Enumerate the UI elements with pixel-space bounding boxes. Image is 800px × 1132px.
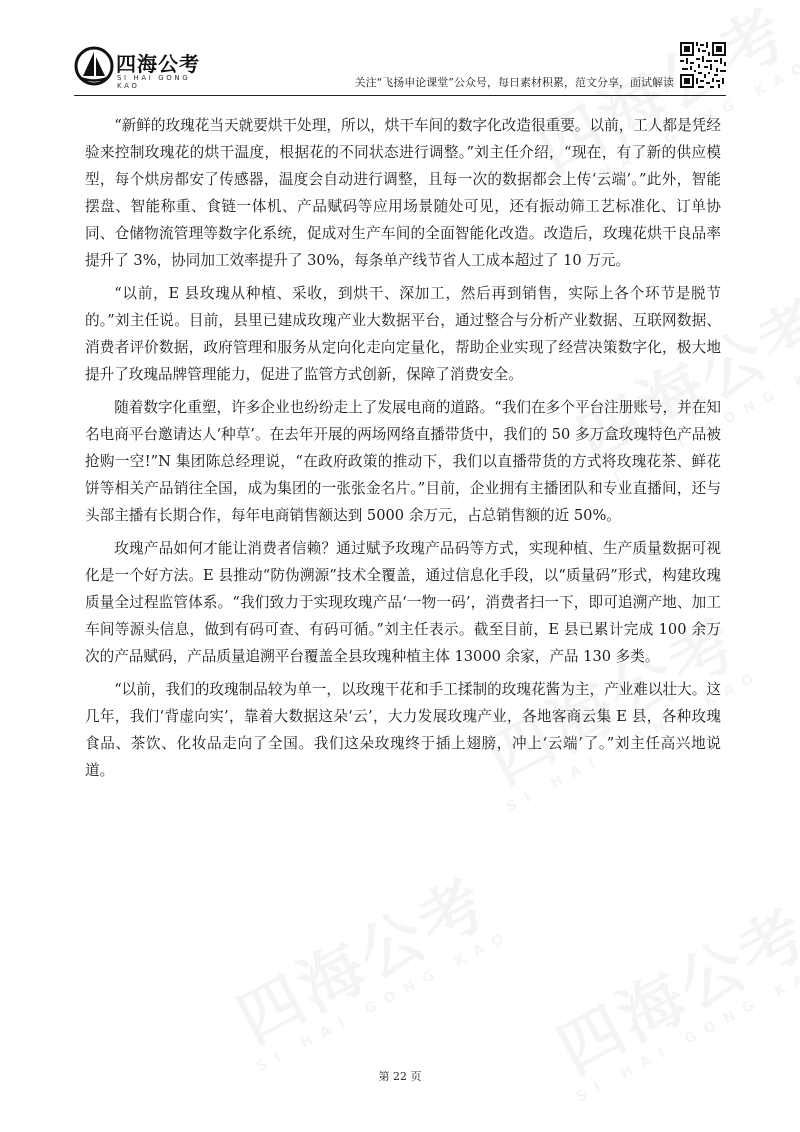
page-header	[74, 40, 726, 96]
logo-name: 四海公考	[116, 52, 200, 76]
page-number: 第 22 页	[378, 1070, 422, 1083]
logo	[74, 44, 209, 88]
qr-code-icon[interactable]	[680, 42, 726, 88]
paragraph: “新鲜的玫瑰花当天就要烘干处理，所以，烘干车间的数字化改造很重要。以前，工人都是凭经验来控制玫瑰花的烘干温度，根据花的不同状态进行调整。”刘主任介绍，“现在，有了新的供应模型，每个烘房都安了传感器，温度会自动进行调整，且每一次的数据都会上传‘云端’。”此外，智能摆盘、智能称重、食链一体机、产品赋码等应用场景随处可见，还有振动筛工艺标准化、订单协同、仓储物流管理等数字化系统，促成对生产车间的全面智能化改造。改造后，玫瑰花烘干良品率提升了 3%，协同加工效率提升了 30%，每条单产线节省人工成本超过了 10 万元。	[85, 117, 721, 269]
article-body	[85, 112, 721, 790]
watermark-text	[212, 849, 509, 1065]
paragraph: 玫瑰产品如何才能让消费者信赖？通过赋予玫瑰产品码等方式，实现种植、生产质量数据可视化是一个好方法。E 县推动“防伪溯源”技术全覆盖，通过信息化手段，以“质量码”形式，构建玫瑰质量全过程监管体系。“我们致力于实现玫瑰产品‘一物一码’，消费者扫一下，即可追溯产地、加工车间等源头信息，做到有码可查、有码可循。”刘主任表示。截至目前，E 县已累计完成 100 余万次的产品赋码，产品质量追溯平台覆盖全县玫瑰种植主体 13000 余家，产品 130 多类。	[85, 540, 721, 665]
logo-pinyin: SI HAI GONG KAO	[117, 74, 191, 90]
sail-logo-icon	[74, 46, 114, 86]
watermark	[212, 849, 515, 1076]
header-tagline: 关注“飞扬申论课堂”公众号，每日素材积累，范文分享，面试解读	[354, 76, 674, 89]
watermark-pinyin	[254, 926, 516, 1075]
paragraph: “以前，E 县玫瑰从种植、采收，到烘干、深加工，然后再到销售，实际上各个环节是脱节的。”刘主任说。目前，县里已建成玫瑰产业大数据平台，通过整合与分析产业数据、互联网数据、消费者评价数据，政府管理和服务从定向化走向定量化，帮助企业实现了经营决策数字化，极大地提升了玫瑰品牌管理能力，促进了监管方式创新，保障了消费安全。	[85, 285, 721, 383]
paragraph: 随着数字化重塑，许多企业也纷纷走上了发展电商的道路。“我们在多个平台注册账号，并在知名电商平台邀请达人‘种草’。在去年开展的两场网络直播带货中，我们的 50 多万盒玫瑰特色产品被抢购一空!”N 集团陈总经理说，“在政府政策的推动下，我们以直播带货的方式将玫瑰花茶、鲜花饼等相关产品销往全国，成为集团的一张张金名片。”目前，企业拥有主播团队和专业直播间，还与头部主播有长期合作，每年电商销售额达到 5000 余万元，占总销售额的近 50%。	[85, 399, 721, 524]
paragraph: “以前，我们的玫瑰制品较为单一，以玫瑰干花和手工揉制的玫瑰花酱为主，产业难以壮大。这几年，我们‘背虚向实’，靠着大数据这朵‘云’，大力发展玫瑰产业，各地客商云集 E 县，各种玫瑰食品、茶饮、化妆品走向了全国。我们这朵玫瑰终于插上翅膀，冲上‘云端’了。”刘主任高兴地说道。	[85, 681, 721, 779]
watermark-text	[532, 879, 800, 1095]
